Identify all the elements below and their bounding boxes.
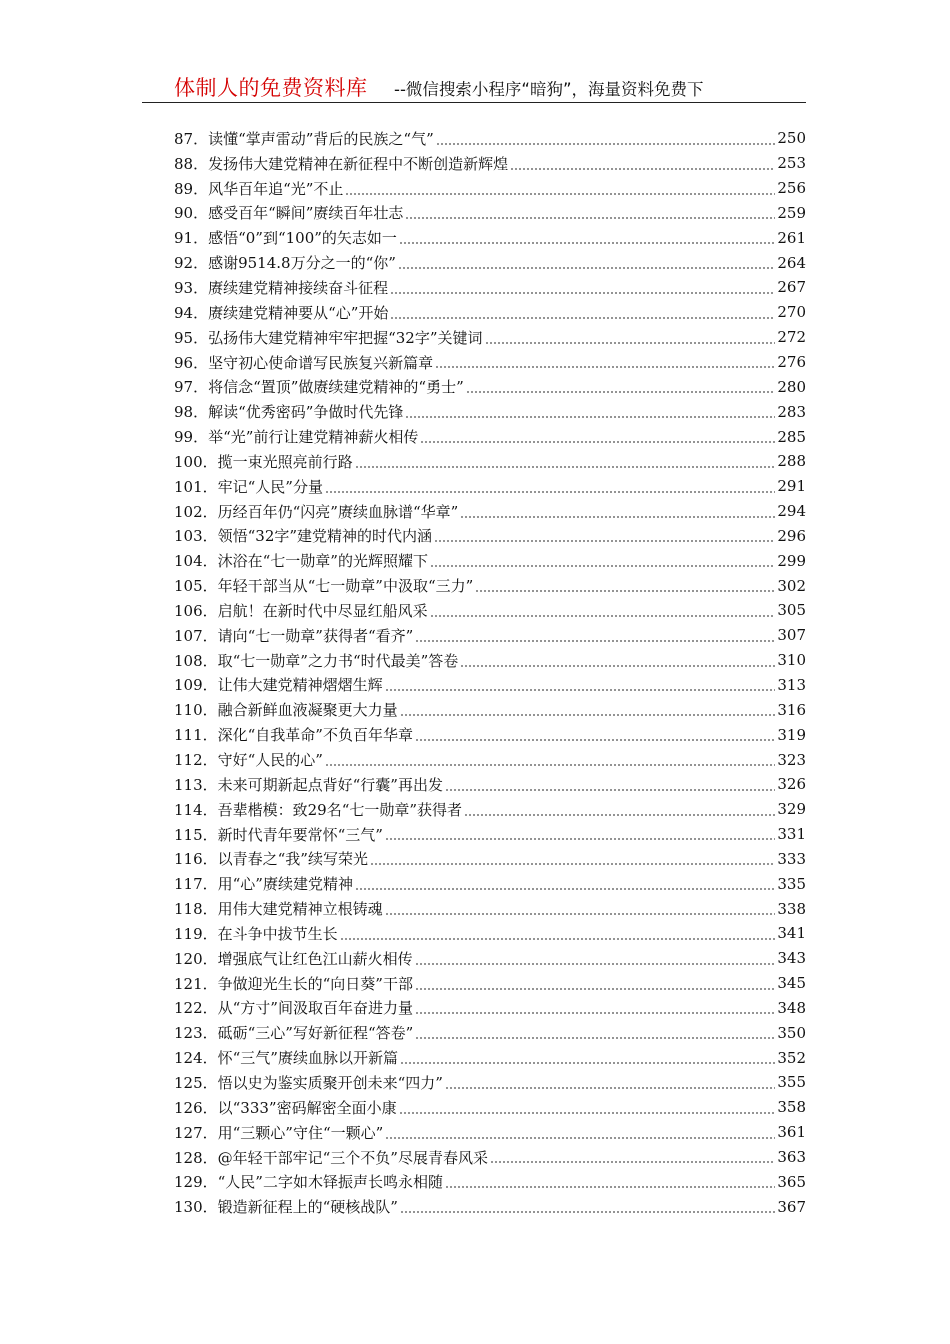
header-tagline: --微信搜索小程序“暗狗”，海量资料免费下 bbox=[394, 80, 704, 99]
dot-leader bbox=[434, 540, 775, 542]
toc-entry-title: 93．赓续建党精神接续奋斗征程 bbox=[174, 278, 389, 297]
toc-entry-page-number: 323 bbox=[777, 750, 806, 769]
toc-entry-title: 113．未来可期新起点背好“行囊”再出发 bbox=[174, 775, 443, 794]
dot-leader bbox=[400, 714, 776, 716]
toc-entry-page-number: 329 bbox=[777, 800, 806, 819]
dot-leader bbox=[355, 888, 775, 890]
toc-entry-page-number: 331 bbox=[777, 825, 806, 844]
toc-entry-page-number: 335 bbox=[777, 874, 806, 893]
toc-entry[interactable] bbox=[174, 971, 806, 996]
toc-entry-title: 100．揽一束光照亮前行路 bbox=[174, 452, 353, 471]
toc-entry[interactable] bbox=[174, 325, 806, 350]
toc-entry[interactable] bbox=[174, 1095, 806, 1120]
toc-entry-page-number: 326 bbox=[777, 775, 806, 794]
toc-entry-title: 125．悟以史为鉴实质聚开创未来“四力” bbox=[174, 1073, 443, 1092]
toc-entry-page-number: 294 bbox=[777, 502, 806, 521]
toc-entry[interactable] bbox=[174, 846, 806, 871]
toc-entry[interactable] bbox=[174, 623, 806, 648]
dot-leader bbox=[415, 1012, 775, 1014]
toc-entry-title: 96．坚守初心使命谱写民族复兴新篇章 bbox=[174, 353, 434, 372]
toc-entry[interactable] bbox=[174, 350, 806, 375]
toc-entry[interactable] bbox=[174, 1045, 806, 1070]
toc-entry-page-number: 316 bbox=[777, 700, 806, 719]
dot-leader bbox=[390, 317, 775, 319]
dot-leader bbox=[430, 565, 775, 567]
dot-leader bbox=[400, 1062, 775, 1064]
dot-leader bbox=[400, 1211, 775, 1213]
toc-entry[interactable] bbox=[174, 374, 806, 399]
toc-entry-page-number: 270 bbox=[777, 303, 806, 322]
dot-leader bbox=[390, 292, 775, 294]
toc-entry[interactable] bbox=[174, 126, 806, 151]
dot-leader bbox=[490, 1161, 775, 1163]
toc-entry[interactable] bbox=[174, 548, 806, 573]
toc-entry-title: 97．将信念“置顶”做赓续建党精神的“勇士” bbox=[174, 378, 464, 397]
dot-leader bbox=[370, 863, 775, 865]
toc-entry-page-number: 307 bbox=[777, 626, 806, 645]
dot-leader bbox=[420, 441, 775, 443]
toc-entry-page-number: 355 bbox=[777, 1073, 806, 1092]
toc-entry-title: 124．怀“三气”赓续血脉以开新篇 bbox=[174, 1049, 398, 1068]
dot-leader bbox=[399, 1112, 776, 1114]
toc-entry-page-number: 261 bbox=[777, 228, 806, 247]
table-of-contents bbox=[174, 126, 806, 1219]
toc-entry-page-number: 256 bbox=[777, 179, 806, 198]
toc-entry-page-number: 343 bbox=[777, 949, 806, 968]
toc-entry[interactable] bbox=[174, 896, 806, 921]
toc-entry-title: 95．弘扬伟大建党精神牢牢把握“32字”关键词 bbox=[174, 328, 483, 347]
toc-entry-page-number: 338 bbox=[777, 899, 806, 918]
toc-entry-page-number: 365 bbox=[777, 1172, 806, 1191]
toc-entry-title: 89．风华百年追“光”不止 bbox=[174, 179, 344, 198]
toc-entry-title: 127．用“三颗心”守住“一颗心” bbox=[174, 1123, 384, 1142]
toc-entry[interactable] bbox=[174, 573, 806, 598]
toc-entry-page-number: 272 bbox=[777, 328, 806, 347]
toc-entry[interactable] bbox=[174, 250, 806, 275]
toc-entry-page-number: 302 bbox=[777, 576, 806, 595]
toc-entry-page-number: 299 bbox=[777, 551, 806, 570]
dot-leader bbox=[385, 689, 776, 691]
toc-entry[interactable] bbox=[174, 449, 806, 474]
toc-entry[interactable] bbox=[174, 275, 806, 300]
dot-leader bbox=[398, 267, 775, 269]
toc-entry-page-number: 264 bbox=[777, 253, 806, 272]
toc-entry-page-number: 259 bbox=[777, 203, 806, 222]
toc-entry[interactable] bbox=[174, 871, 806, 896]
header-brand: 体制人的免费资料库 bbox=[174, 76, 368, 100]
toc-entry[interactable] bbox=[174, 300, 806, 325]
dot-leader bbox=[415, 963, 776, 965]
toc-entry[interactable] bbox=[174, 1145, 806, 1170]
toc-entry-page-number: 358 bbox=[777, 1098, 806, 1117]
toc-entry[interactable] bbox=[174, 1120, 806, 1145]
toc-entry[interactable] bbox=[174, 201, 806, 226]
toc-entry-title: 104．沐浴在“七一勋章”的光辉照耀下 bbox=[174, 552, 428, 571]
toc-entry[interactable] bbox=[174, 722, 806, 747]
toc-entry[interactable] bbox=[174, 1194, 806, 1219]
toc-entry[interactable] bbox=[174, 176, 806, 201]
toc-entry-title: 98．解读“优秀密码”争做时代先锋 bbox=[174, 403, 404, 422]
toc-entry[interactable] bbox=[174, 524, 806, 549]
toc-entry-title: 101．牢记“人民”分量 bbox=[174, 477, 323, 496]
toc-entry-title: 115．新时代青年要常怀“三气” bbox=[174, 825, 383, 844]
toc-entry-title: 120．增强底气让红色江山薪火相传 bbox=[174, 949, 413, 968]
toc-entry[interactable] bbox=[174, 474, 806, 499]
toc-entry-page-number: 313 bbox=[777, 675, 806, 694]
toc-entry-title: 129．“人民”二字如木铎振声长鸣永相随 bbox=[174, 1173, 443, 1192]
toc-entry[interactable] bbox=[174, 747, 806, 772]
toc-entry[interactable] bbox=[174, 598, 806, 623]
dot-leader bbox=[325, 491, 775, 493]
dot-leader bbox=[460, 665, 775, 667]
toc-entry-title: 88．发扬伟大建党精神在新征程中不断创造新辉煌 bbox=[174, 154, 509, 173]
toc-entry-title: 118．用伟大建党精神立根铸魂 bbox=[174, 900, 383, 919]
toc-entry-page-number: 363 bbox=[777, 1148, 806, 1167]
dot-leader bbox=[340, 938, 776, 940]
toc-entry-page-number: 296 bbox=[777, 526, 806, 545]
dot-leader bbox=[445, 789, 775, 791]
page-header bbox=[142, 70, 806, 103]
toc-entry-page-number: 280 bbox=[777, 377, 806, 396]
dot-leader bbox=[445, 1186, 775, 1188]
toc-entry[interactable] bbox=[174, 946, 806, 971]
toc-entry[interactable] bbox=[174, 822, 806, 847]
toc-entry-page-number: 348 bbox=[777, 998, 806, 1017]
toc-entry-page-number: 288 bbox=[777, 452, 806, 471]
toc-entry-title: 130．锻造新征程上的“硬核战队” bbox=[174, 1198, 398, 1217]
toc-entry-title: 121．争做迎光生长的“向日葵”干部 bbox=[174, 974, 413, 993]
toc-entry-title: 91．感悟“0”到“100”的矢志如一 bbox=[174, 229, 397, 248]
toc-entry[interactable] bbox=[174, 499, 806, 524]
toc-entry-title: 112．守好“人民的心” bbox=[174, 751, 323, 770]
toc-entry-title: 107．请向“七一勋章”获得者“看齐” bbox=[174, 626, 414, 645]
toc-entry-title: 128．@年轻干部牢记“三个不负”尽展青春风采 bbox=[174, 1148, 488, 1167]
toc-entry-title: 116．以青春之“我”续写荣光 bbox=[174, 850, 368, 869]
toc-entry-page-number: 285 bbox=[777, 427, 806, 446]
dot-leader bbox=[325, 764, 775, 766]
toc-entry-page-number: 253 bbox=[777, 154, 806, 173]
dot-leader bbox=[415, 640, 775, 642]
toc-entry-page-number: 319 bbox=[777, 725, 806, 744]
toc-entry-title: 102．历经百年仍“闪亮”赓续血脉谱“华章” bbox=[174, 502, 459, 521]
toc-entry-title: 109．让伟大建党精神熠熠生辉 bbox=[174, 676, 383, 695]
toc-entry[interactable] bbox=[174, 697, 806, 722]
toc-entry-page-number: 250 bbox=[777, 129, 806, 148]
dot-leader bbox=[385, 913, 776, 915]
dot-leader bbox=[430, 615, 776, 617]
toc-entry-page-number: 283 bbox=[777, 402, 806, 421]
toc-entry[interactable] bbox=[174, 772, 806, 797]
toc-entry-title: 114．吾辈楷模：致29名“七一勋章”获得者 bbox=[174, 800, 463, 819]
toc-entry-title: 108．取“七一勋章”之力书“时代最美”答卷 bbox=[174, 651, 459, 670]
dot-leader bbox=[415, 988, 775, 990]
dot-leader bbox=[355, 466, 776, 468]
dot-leader bbox=[385, 1137, 775, 1139]
dot-leader bbox=[415, 739, 775, 741]
toc-entry[interactable] bbox=[174, 673, 806, 698]
toc-entry-page-number: 345 bbox=[777, 974, 806, 993]
toc-entry-page-number: 350 bbox=[777, 1023, 806, 1042]
toc-entry[interactable] bbox=[174, 424, 806, 449]
dot-leader bbox=[345, 193, 775, 195]
toc-entry-page-number: 267 bbox=[777, 278, 806, 297]
toc-entry-page-number: 361 bbox=[777, 1123, 806, 1142]
toc-entry-page-number: 333 bbox=[777, 849, 806, 868]
dot-leader bbox=[510, 168, 775, 170]
toc-entry-title: 106．启航！在新时代中尽显红船风采 bbox=[174, 601, 428, 620]
dot-leader bbox=[405, 217, 775, 219]
dot-leader bbox=[415, 1037, 775, 1039]
dot-leader bbox=[435, 366, 775, 368]
dot-leader bbox=[399, 242, 775, 244]
toc-entry[interactable] bbox=[174, 1020, 806, 1045]
toc-entry-title: 110．融合新鲜血液凝聚更大力量 bbox=[174, 701, 398, 720]
toc-entry-title: 122．从“方寸”间汲取百年奋进力量 bbox=[174, 999, 413, 1018]
dot-leader bbox=[485, 342, 776, 344]
toc-entry-title: 105．年轻干部当从“七一勋章”中汲取“三力” bbox=[174, 577, 474, 596]
dot-leader bbox=[436, 143, 776, 145]
toc-entry-page-number: 310 bbox=[777, 651, 806, 670]
toc-entry[interactable] bbox=[174, 648, 806, 673]
dot-leader bbox=[460, 516, 775, 518]
toc-entry[interactable] bbox=[174, 399, 806, 424]
toc-entry-title: 123．砥砺“三心”写好新征程“答卷” bbox=[174, 1024, 414, 1043]
toc-entry-page-number: 291 bbox=[777, 477, 806, 496]
dot-leader bbox=[475, 590, 775, 592]
toc-entry[interactable] bbox=[174, 797, 806, 822]
toc-entry-title: 119．在斗争中拔节生长 bbox=[174, 924, 338, 943]
dot-leader bbox=[466, 391, 776, 393]
toc-entry-title: 92．感谢9514.8万分之一的“你” bbox=[174, 254, 396, 273]
dot-leader bbox=[405, 416, 775, 418]
toc-entry[interactable] bbox=[174, 1070, 806, 1095]
toc-entry-page-number: 341 bbox=[777, 924, 806, 943]
toc-entry[interactable] bbox=[174, 225, 806, 250]
dot-leader bbox=[464, 814, 775, 816]
dot-leader bbox=[385, 838, 775, 840]
toc-entry-title: 90．感受百年“瞬间”赓续百年壮志 bbox=[174, 204, 404, 223]
toc-entry-title: 111．深化“自我革命”不负百年华章 bbox=[174, 726, 413, 745]
toc-entry[interactable] bbox=[174, 921, 806, 946]
toc-entry-title: 126．以“333”密码解密全面小康 bbox=[174, 1098, 397, 1117]
toc-entry-page-number: 352 bbox=[777, 1048, 806, 1067]
toc-entry-title: 99．举“光”前行让建党精神薪火相传 bbox=[174, 428, 419, 447]
toc-entry[interactable] bbox=[174, 151, 806, 176]
toc-entry-title: 117．用“心”赓续建党精神 bbox=[174, 875, 353, 894]
toc-entry-page-number: 276 bbox=[777, 353, 806, 372]
toc-entry[interactable] bbox=[174, 1169, 806, 1194]
dot-leader bbox=[445, 1087, 775, 1089]
toc-entry-page-number: 367 bbox=[777, 1197, 806, 1216]
toc-entry[interactable] bbox=[174, 996, 806, 1021]
toc-entry-title: 103．领悟“32字”建党精神的时代内涵 bbox=[174, 527, 433, 546]
toc-entry-title: 94．赓续建党精神要从“心”开始 bbox=[174, 303, 389, 322]
toc-entry-page-number: 305 bbox=[777, 601, 806, 620]
toc-entry-title: 87．读懂“掌声雷动”背后的民族之“气” bbox=[174, 129, 434, 148]
